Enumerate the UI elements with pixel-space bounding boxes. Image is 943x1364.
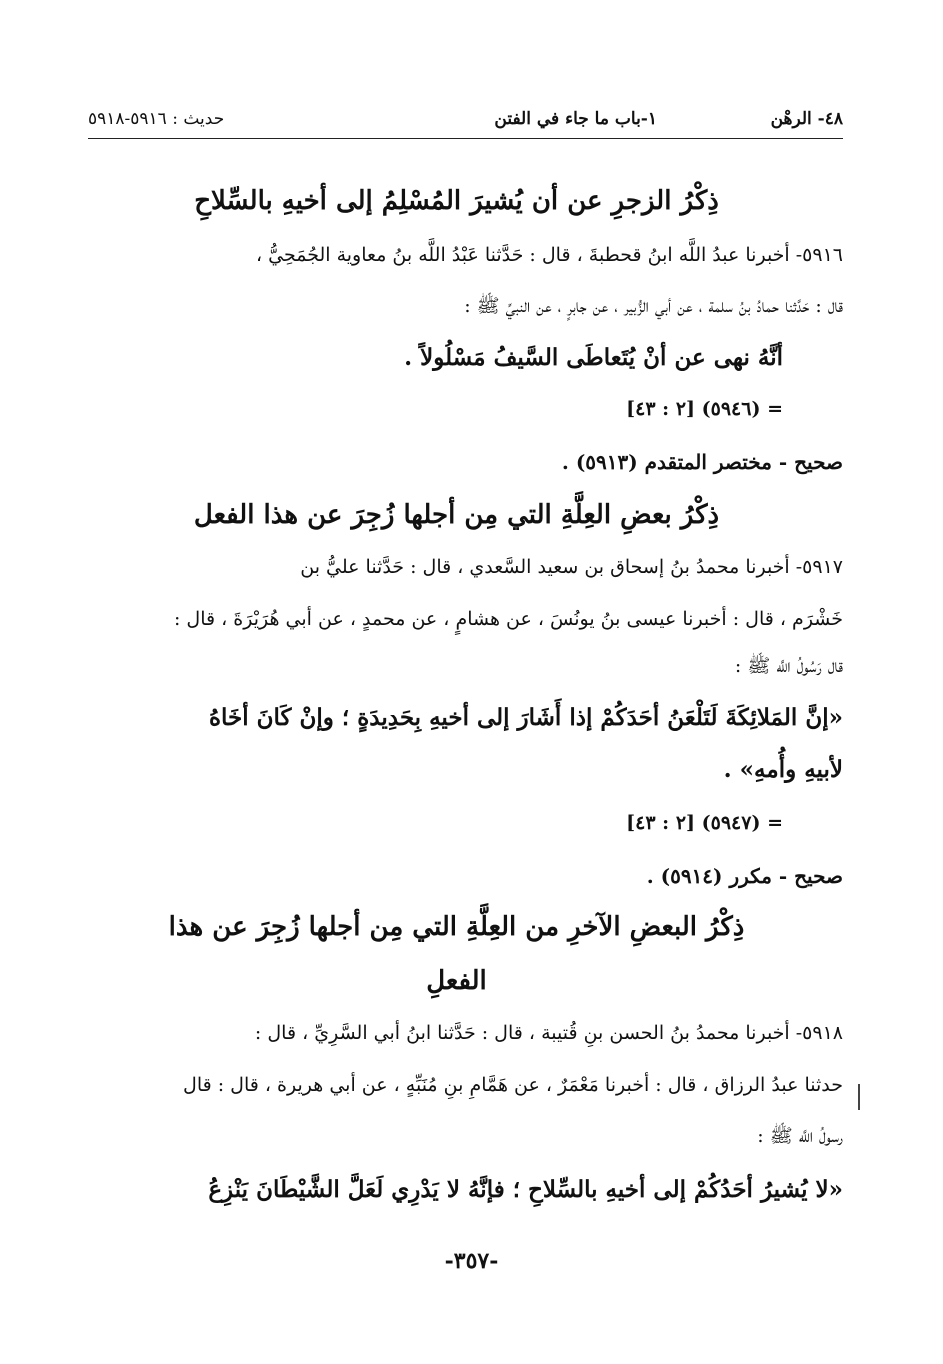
header-chapter: ٤٨- الرهْن bbox=[770, 109, 843, 129]
header-section: ١-باب ما جاء في الفتن bbox=[494, 109, 657, 129]
hadith-text: «لا يُشيرُ أحَدُكُمْ إلى أخيهِ بالسِّلاحِ ؛ فإنَّهُ لا يَدْرِي لَعَلَّ الشَّيْطَانَ يَنْزِعُ bbox=[208, 1176, 843, 1203]
cross-reference: = (٥٩٤٧) [٢ : ٤٣] bbox=[626, 812, 783, 834]
isnad-line: ٥٩١٦- أخبرنا عبدُ اللَّه ابنُ قحطبةَ ، قال : حَدَّثنا عَبْدُ اللَّه بنُ معاوية الجُمَحِيُّ ، bbox=[255, 244, 843, 266]
isnad-line: خَشْرَم ، قال : أخبرنا عيسى بنُ يونُسَ ، عن هشامٍ ، عن محمدٍ ، عن أبي هُرَيْرَةَ ، قال : bbox=[173, 608, 843, 630]
header-rule bbox=[88, 138, 843, 139]
section-title: الفعلِ bbox=[426, 966, 487, 996]
isnad-line: قال رَسُولُ اللَّه ﷺ : bbox=[734, 655, 843, 677]
isnad-line: ٥٩١٨- أخبرنا محمدُ بنُ الحسن بنِ قُتيبة ، قال : حَدَّثنا ابنُ أبي السَّرِيِّ ، قال : bbox=[254, 1022, 843, 1044]
section-title: ذِكْرُ الزجرِ عن أن يُشيرَ المُسْلِمُ إلى أخيهِ بالسِّلاحِ bbox=[194, 186, 719, 216]
margin-mark bbox=[858, 1084, 860, 1110]
grading: صحيح - مكرر (٥٩١٤) . bbox=[646, 864, 843, 888]
cross-reference: = (٥٩٤٦) [٢ : ٤٣] bbox=[626, 398, 783, 420]
header-hadith-range: حديث : ٥٩١٦-٥٩١٨ bbox=[88, 109, 225, 129]
isnad-line: حدثنا عبدُ الرزاق ، قال : أخبرنا مَعْمَرٌ ، عن هَمَّامِ بنِ مُنَبِّهٍ ، عن أبي هريرة ، قال : قال bbox=[183, 1074, 843, 1096]
isnad-line: قال : حَدَّثنا حمادُ بنُ سلمة ، عن أبي الزُّبير ، عن جابرٍ ، عن النبيِّ ﷺ : bbox=[464, 295, 843, 317]
section-title: ذِكْرُ بعضِ العِلَّةِ التي مِن أجلها زُجِرَ عن هذا الفعل bbox=[193, 500, 720, 530]
isnad-line: ٥٩١٧- أخبرنا محمدُ بنُ إسحاق بن سعيد السَّعدي ، قال : حَدَّثنا عليُّ بن bbox=[300, 556, 843, 578]
hadith-text: لأبيهِ وأُمهِ» . bbox=[723, 756, 843, 783]
running-header bbox=[88, 104, 843, 134]
grading: صحيح - مختصر المتقدم (٥٩١٣) . bbox=[561, 450, 843, 474]
hadith-text: أنَّهُ نهى عن أنْ يُتَعاطَى السَّيفُ مَسْلُولاً . bbox=[404, 344, 783, 371]
section-title: ذِكْرُ البعضِ الآخرِ من العِلَّةِ التي مِن أجلها زُجِرَ عن هذا bbox=[168, 912, 745, 942]
hadith-text: «إنَّ المَلائِكَةَ لَتَلْعَنُ أحَدَكُمْ إذا أَشَارَ إلى أخيهِ بِحَدِيدَةٍ ؛ وإنْ كَانَ أخَاهُ bbox=[208, 704, 843, 731]
page-number: -٣٥٧- bbox=[444, 1248, 499, 1274]
isnad-line: رسولُ اللَّه ﷺ : bbox=[757, 1125, 843, 1147]
